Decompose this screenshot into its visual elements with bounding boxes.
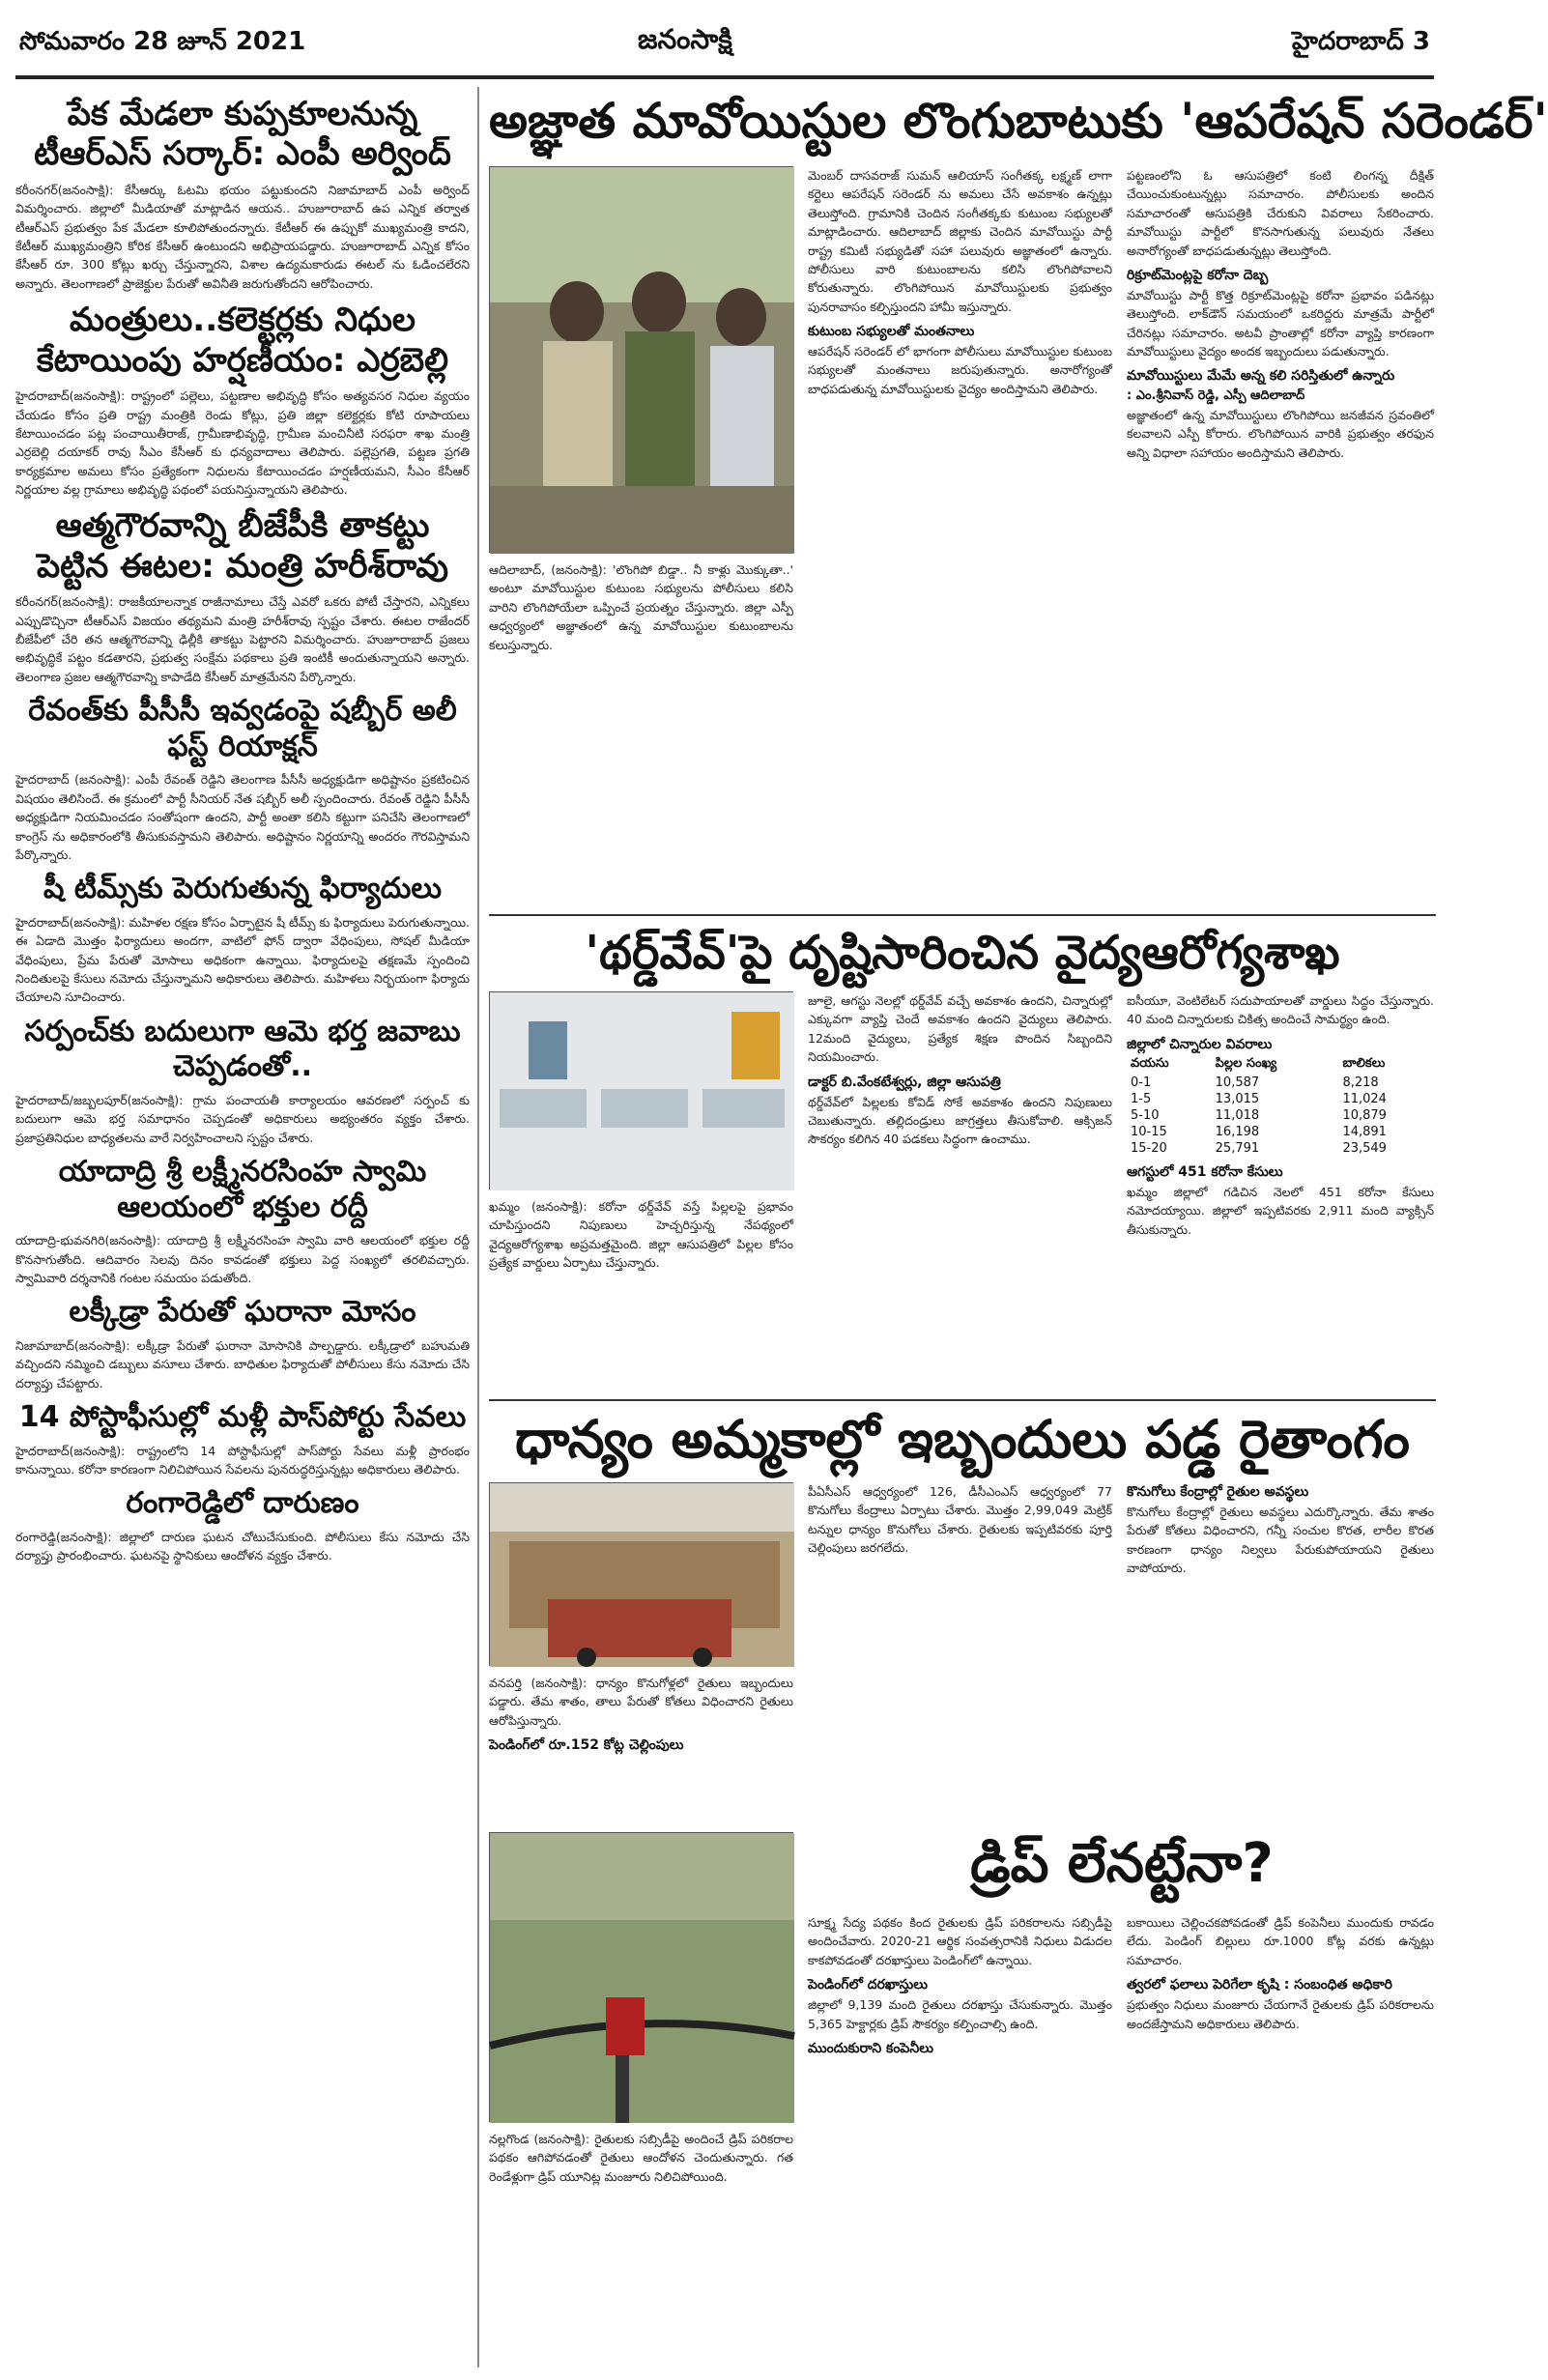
photo-illustration <box>490 1833 794 2123</box>
article-body: నిజామాబాద్(జనంసాక్షి): లక్కీడ్రా పేరుతో ఘరానా మోసానికి పాల్పడ్డారు. లక్కీడ్రాలో బహుమతి వచ్చిందని నమ్మించి డబ్బులు వసూలు చేశారు. బాధితుల ఫిర్యాదుతో పోలీసులు కేసు నమోదు చేసి దర్యాప్తు చేపట్టారు. <box>15 1337 470 1391</box>
table-row <box>1127 1124 1434 1140</box>
article-body: బకాయిలు చెల్లించకపోవడంతో డ్రిప్ కంపెనీలు ముందుకు రావడం లేదు. పెండింగ్ బిల్లులు రూ.1000 కోట్ల వరకు ఉన్నట్లు సమాచారం. <box>1127 1915 1434 1967</box>
article-body: ప్రభుత్వం నిధులు మంజూరు చేయగానే రైతులకు డ్రిప్ పరికరాలను అందజేస్తామని అధికారులు తెలిపారు. <box>1127 1997 1434 2031</box>
headline: ఆత్మగౌరవాన్ని బీజేపీకి తాకట్టు పెట్టిన ఈటల: మంత్రి హరీశ్‌రావు <box>36 506 449 586</box>
photo-caption: నల్లగొండ (జనంసాక్షి): రైతులకు సబ్సిడీపై అందించే డ్రిప్ పరికరాల పథకం ఆగిపోవడంతో రైతులు ఆందోళన చెందుతున్నారు. గత రెండేళ్లుగా డ్రిప్ యూనిట్ల మంజూరు నిలిచిపోయింది. <box>489 2132 793 2184</box>
news-item-rangareddy <box>15 1486 470 1564</box>
table-cell: 1-5 <box>1131 1091 1152 1106</box>
drip-headline: డ్రిప్ లేనట్టేనా? <box>970 1832 1274 1895</box>
article-body: సూక్ష్మ సేద్య పథకం కింద రైతులకు డ్రిప్ పరికరాలను సబ్సిడీపై అందించేవారు. 2020-21 ఆర్థిక సంవత్సరానికి నిధులు విడుదల కాకపోవడంతో దరఖాస్తులు పెండింగ్‌లో ఉన్నాయి. <box>808 1915 1112 1967</box>
drip-photo-block <box>489 1832 793 2373</box>
article-body: హైదరాబాద్(జనంసాక్షి): రాష్ట్రంలోని 14 పోస్టాఫీసుల్లో పాస్‌పోర్టు సేవలు మళ్లీ ప్రారంభం కానున్నాయి. కరోనా కారణంగా నిలిచిపోయిన సేవలను పునరుద్ధరిస్తున్నట్లు అధికారులు తెలిపారు. <box>15 1443 470 1477</box>
subheading: రిక్రూట్‌మెంట్లపై కరోనా దెబ్బ <box>1127 267 1269 283</box>
grain-photo-block <box>489 1482 793 1830</box>
page-city-number: హైదరాబాద్ 3 <box>1292 27 1430 56</box>
lead-body-col-1 <box>808 166 1112 910</box>
article-body: ఆపరేషన్ సరెండర్ లో భాగంగా పోలీసులు మావోయిస్టుల కుటుంబ సభ్యులతో మంతనాలు జరుపుతున్నారు. అనారోగ్యంతో బాధపడుతున్న మావోయిస్టులకు వైద్యం అందిస్తామని తెలిపారు. <box>808 344 1112 396</box>
subheading: కొనుగోలు కేంద్రాల్లో రైతుల అవస్థలు <box>1127 1484 1309 1500</box>
article-body: కరీంనగర్(జనంసాక్షి): రాజకీయాలన్నాక రాజీనామాలు చేస్తే ఎవరో ఒకరు పోటీ చేస్తారని, ఎన్నికలు ఎప్పుడొచ్చినా టీఆర్ఎస్ విజయం తథ్యమని మంత్రి హరీశ్‌రావు స్పష్టం చేశారు. ఈటల రాజేందర్ బీజేపీలో చేరి తన ఆత్మగౌరవాన్ని ఢిల్లీకి తాకట్టు పెట్టారని విమర్శించారు. హుజూరాబాద్ ప్రజలు అభివృద్ధికే పట్టం కడతారని, ప్రభుత్వ సంక్షేమ పథకాలు ప్రతి ఇంటికీ అందుతున్నాయని అన్నారు. తెలంగాణ ప్రజల ఆత్మగౌరవాన్ని కాపాడేది కేసీఆర్ మాత్రమేనని పేర్కొన్నారు. <box>15 594 470 684</box>
subheading: కుటుంబ సభ్యులతో మంతనాలు <box>808 324 975 339</box>
article-body: హైదరాబాద్(జనంసాక్షి): మహిళల రక్షణ కోసం ఏర్పాటైన షీ టీమ్స్ కు ఫిర్యాదులు పెరుగుతున్నాయి. ఈ ఏడాది మొత్తం ఫిర్యాదులు అందగా, వాటిలో ఫోన్ ద్వారా వేధింపులు, సోషల్ మీడియా వేధింపులు, ప్రేమ పేరుతో మోసాలు అధికంగా ఉన్నాయి. ఫిర్యాదులపై తక్షణమే స్పందించి నిందితులపై కేసులు నమోదు చేస్తున్నామని అధికారులు తెలిపారు. మహిళలు నిర్భయంగా ఫిర్యాదు చేయాలని సూచించారు. <box>15 914 470 1005</box>
table-cell: 23,549 <box>1342 1140 1387 1156</box>
lead-photo-block <box>489 166 793 910</box>
news-item-luckydraw <box>15 1295 470 1392</box>
table-row <box>1127 1140 1434 1157</box>
table-row <box>1127 1075 1434 1091</box>
subheading-byline: : ఎం.శ్రీనివాస్ రెడ్డి, ఎస్పీ ఆదిలాబాద్ <box>1127 388 1305 404</box>
table-cell: 10,587 <box>1215 1075 1260 1090</box>
subheading: పెండింగ్‌లో రూ.152 కోట్ల చెల్లింపులు <box>489 1737 684 1754</box>
headline: షీ టీమ్స్‌కు పెరుగుతున్న ఫిర్యాదులు <box>43 872 442 906</box>
news-item-arvind <box>15 95 470 293</box>
subheading: ముందుకురాని కంపెనీలు <box>808 2040 933 2056</box>
article-body: మెంబర్ దాసవరాజ్ సుమన్ ఆలియాస్ సంగీతక్క లక్ష్మణ్ లాగా కర్టెలు ఆపరేషన్ సరెండర్ ను అమలు చేసే అవకాశం ఉన్నట్లు తెలుస్తోంది. గ్రామానికి చెందిన సంగీతక్కకు కుటుంబ సభ్యులతో మాట్లాడించారు. ఆదిలాబాద్ జిల్లాకు చెందిన మావోయిస్టు పార్టీ రాష్ట్ర కమిటీ సభ్యుడితో సహా పలువురు అజ్ఞాతంలో ఉన్నారు. పోలీసులు వారి కుటుంబాలను కలిసి లొంగిపోవాలని కోరుతున్నారు. లొంగిపోయిన మావోయిస్టులకు ప్రభుత్వం పునరావాసం కల్పిస్తుందని హామీ ఇస్తున్నారు. <box>808 168 1112 314</box>
photo-caption: ఖమ్మం (జనంసాక్షి): కరోనా థర్డ్‌వేవ్ వస్తే పిల్లలపై ప్రభావం చూపిస్తుందని నిపుణులు హెచ్చరిస్తున్న నేపథ్యంలో వైద్యఆరోగ్యశాఖ అప్రమత్తమైంది. జిల్లా ఆసుపత్రిలో పిల్లల కోసం ప్రత్యేక వార్డులు ఏర్పాటు చేస్తున్నారు. <box>489 1199 793 1271</box>
grain-headline: ధాన్యం అమ్మకాల్లో ఇబ్బందులు పడ్డ రైతాంగం <box>515 1409 1410 1470</box>
headline: లక్కీడ్రా పేరుతో ఘరానా మోసం <box>69 1295 416 1330</box>
article-body: మావోయిస్టు పార్టీ కొత్త రిక్రూట్‌మెంట్లపై కరోనా ప్రభావం పడినట్లు తెలుస్తోంది. లాక్‌డౌన్ సమయంలో ఒకరిద్దరు మాత్రమే పార్టీలో చేరినట్లు సమాచారం. అటవీ ప్రాంతాల్లో కరోనా వ్యాప్తి కారణంగా మావోయిస్టులు వైద్యం అందక ఇబ్బందులు పడుతున్నారు. <box>1127 287 1434 358</box>
news-item-revanth <box>15 694 470 864</box>
news-item-sarpanch <box>15 1015 470 1147</box>
table-header-cell: బాలికలు <box>1342 1055 1386 1071</box>
article-body: కరీంనగర్(జనంసాక్షి): కేసీఆర్కు ఓటమి భయం పట్టుకుందని నిజామాబాద్ ఎంపీ అర్వింద్ విమర్శించారు. జిల్లాలో మీడియాతో మాట్లాడిన ఆయన.. హుజూరాబాద్ ఉప ఎన్నిక తర్వాత టీఆర్ఎస్ ప్రభుత్వం పేక మేడలా కూలిపోతుందన్నారు. కేటీఆర్ ఈ ఉప్పుకో ముఖ్యమంత్రి కాదని, కేటీఆర్ ముఖ్యమంత్రిని కోరిక కేసీఆర్ ఉంటుందని అభిప్రాయపడ్డారు. హుజూరాబాద్ ఎన్నిక కోసం కేసీఆర్ రూ. 300 కోట్లు ఖర్చు చేస్తున్నారని, విశాల ఉద్యమకారుడు ఈటల్ ను ఓడించలేరని అన్నారు. తెలంగాణలో ప్రాజెక్టుల పేరుతో అవినీతి జరుగుతోందని ఆరోపించారు. <box>15 182 470 291</box>
photo-caption: ఆదిలాబాద్, (జనంసాక్షి): 'లొంగిపో బిడ్డా.. నీ కాళ్లు మొక్కుతా..' అంటూ మావోయిస్టుల కుటుంబ సభ్యులను పోలీసులు కలిసి వారిని లొంగిపోయేలా ఒప్పించే ప్రయత్నం చేస్తున్నారు. జిల్లా ఎస్పీ ఆధ్వర్యంలో అజ్ఞాతంలో ఉన్న మావోయిస్టుల కుటుంబాలను కలుస్తున్నారు. <box>489 562 793 652</box>
drip-irrigation-photo <box>489 1832 793 2122</box>
table-cell: 0-1 <box>1131 1075 1152 1090</box>
left-news-column <box>15 87 470 2367</box>
table-header-row <box>1127 1055 1434 1075</box>
table-cell: 11,018 <box>1215 1107 1260 1123</box>
drip-col-1 <box>808 1913 1112 2373</box>
table-cell: 13,015 <box>1215 1091 1260 1106</box>
headline: మంత్రులు..కలెక్టర్లకు నిధుల కేటాయింపు హర్షణీయం: ఎర్రబెల్లి <box>36 301 449 380</box>
article-body: రంగారెడ్డి(జనంసాక్షి): జిల్లాలో దారుణ ఘటన చోటుచేసుకుంది. పోలీసులు కేసు నమోదు చేసి దర్యాప్తు ప్రారంభించారు. ఘటనపై స్థానికులు ఆందోళన వ్యక్తం చేశారు. <box>15 1530 470 1563</box>
article-body: థర్డ్‌వేవ్‌లో పిల్లలకు కోవిడ్ సోకే అవకాశం ఉందని నిపుణులు చెబుతున్నారు. తల్లిదండ్రులు జాగ్రత్తలు తీసుకోవాలి. ఆక్సిజన్ సౌకర్యం కలిగిన 40 పడకలు సిద్ధంగా ఉంచాము. <box>808 1094 1112 1147</box>
table-header-cell: వయసు <box>1131 1055 1169 1071</box>
drip-col-2 <box>1127 1913 1434 2373</box>
section-divider <box>489 914 1436 916</box>
grain-story <box>489 1405 1436 1830</box>
masthead-logo: జనంసాక్షి <box>638 23 732 55</box>
article-body: ఐసీయూ, వెంటిలేటర్ సదుపాయాలతో వార్డులు సిద్ధం చేస్తున్నారు. 40 మంది చిన్నారులకు చికిత్స అందించే సామర్థ్యం ఉంది. <box>1127 993 1434 1027</box>
subheading: త్వరలో ఫలాలు పెరిగేలా కృషి : సంబంధిత అధికారి <box>1127 1977 1392 1993</box>
table-cell: 25,791 <box>1215 1140 1260 1156</box>
table-cell: 10,879 <box>1342 1107 1387 1123</box>
article-body: హైదరాబాద్(జనంసాక్షి): రాష్ట్రంలో పల్లెలు, పట్టణాల అభివృద్ధి కోసం అత్యవసర నిధుల వ్యయం చేయడం కోసం ప్రతి రాష్ట్ర మంత్రికి రెండు కోట్లు, ప్రతి జిల్లా కలెక్టర్లకు కోటి రూపాయలు కేటాయించడం పట్ల పంచాయితీరాజ్, గ్రామీణాభివృద్ధి, గ్రామీణ మంచినీటి సరఫరా శాఖ మంత్రి ఎర్రబెల్లి దయాకర్ రావు సీఎం కేసీఆర్ కు ధన్యవాదాలు తెలిపారు. పల్లెప్రగతి, పట్టణ ప్రగతి కార్యక్రమాల అమలు కోసం ప్రత్యేకంగా నిధులను కేటాయించడం హర్షణీయమని, సీఎం కేసీఆర్ నిర్ణయాల వల్ల గ్రామాలు అభివృద్ధి పథంలో పయనిస్తున్నాయని తెలిపారు. <box>15 388 470 497</box>
headline: యాదాద్రి శ్రీ లక్ష్మీనరసింహ స్వామి ఆలయంలో భక్తుల రద్దీ <box>58 1155 427 1224</box>
article-body: అజ్ఞాతంలో ఉన్న మావోయిస్టులు లొంగిపోయి జనజీవన స్రవంతిలో కలవాలని ఎస్పీ కోరారు. లొంగిపోయిన వారికి ప్రభుత్వం తరఫున అన్ని విధాలా సహాయం అందిస్తామని తెలిపారు. <box>1127 407 1434 460</box>
hospital-photo-block <box>489 991 793 1393</box>
article-body: హైదరాబాద్/జబ్బలపూర్(జనంసాక్షి): గ్రామ పంచాయతీ కార్యాలయం ఆవరణలో సర్పంచ్ కు బదులుగా ఆమె భర్త సమాధానం చెప్పడంతో అధికారులు అభ్యంతరం వ్యక్తం చేశారు. ప్రజాప్రతినిధుల బాధ్యతలను వారే నిర్వహించాలని స్పష్టం చేశారు. <box>15 1092 470 1145</box>
photo-illustration <box>490 1483 794 1667</box>
table-cell: 15-20 <box>1131 1140 1167 1156</box>
headline: రేవంత్‌కు పీసీసీ ఇవ్వడంపై షబ్బీర్ అలీ ఫస్ట్ రియాక్షన్ <box>28 694 457 763</box>
table-cell: 10-15 <box>1131 1124 1167 1139</box>
table-cell: 5-10 <box>1131 1107 1160 1123</box>
grain-col-2 <box>1127 1482 1434 1830</box>
news-item-passport <box>15 1400 470 1478</box>
photo-illustration <box>490 167 794 554</box>
news-item-yadadri <box>15 1155 470 1287</box>
table-row <box>1127 1107 1434 1124</box>
article-body: యాదాద్రి-భువనగిరి(జనంసాక్షి): యాదాద్రి శ్రీ లక్ష్మీనరసింహ స్వామి వారి ఆలయంలో భక్తుల రద్దీ కొనసాగుతోంది. ఆదివారం సెలవు దినం కావడంతో భక్తులు పెద్ద సంఖ్యలో తరలివచ్చారు. స్వామివారి దర్శనానికి గంటల సమయం పడుతోంది. <box>15 1233 470 1285</box>
maoist-meeting-photo <box>489 166 793 553</box>
headline: సర్పంచ్‌కు బదులుగా ఆమె భర్త జవాబు చెప్పడంతో.. <box>24 1014 461 1084</box>
article-body: జూలై, ఆగస్టు నెలల్లో థర్డ్‌వేవ్ వచ్చే అవకాశం ఉందని, చిన్నారుల్లో ఎక్కువగా వ్యాప్తి చెందే అవకాశం ఉందని వైద్యులు తెలిపారు. 12మంది వైద్యులు, ప్రత్యేక శిక్షణ పొందిన సిబ్బందిని నియమించారు. <box>808 993 1112 1065</box>
drip-story <box>489 1832 1436 2373</box>
article-body: ఖమ్మం జిల్లాలో గడిచిన నెలలో 451 కరోనా కేసులు నమోదయ్యాయి. జిల్లాలో ఇప్పటివరకు 2,911 మంది వ్యాక్సిన్ తీసుకున్నారు. <box>1127 1184 1434 1237</box>
article-body: పీఏసీఎస్ ఆధ్వర్యంలో 126, డీసీఎంఎస్ ఆధ్వర్యంలో 77 కొనుగోలు కేంద్రాలు ఏర్పాటు చేశారు. మొత్తం 2,99,049 మెట్రిక్ టన్నుల ధాన్యం కొనుగోలు చేశారు. రైతులకు ఇప్పటివరకు పూర్తి చెల్లింపులు జరగలేదు. <box>808 1484 1112 1556</box>
page-header <box>0 0 1449 85</box>
header-divider <box>15 75 1434 79</box>
third-wave-col-1 <box>808 991 1112 1393</box>
article-body: హైదరాబాద్ (జనంసాక్షి): ఎంపీ రేవంత్ రెడ్డిని తెలంగాణ పీసీసీ అధ్యక్షుడిగా అధిష్టానం ప్రకటించిన విషయం తెలిసిందే. ఈ క్రమంలో పార్టీ సీనియర్ నేత షబ్బీర్ అలీ స్పందించారు. రేవంత్ రెడ్డిని పీసీసీ అధ్యక్షుడిగా నియమించడం సంతోషంగా ఉందని, పార్టీ అంతా కలిసి కట్టుగా పనిచేసి తెలంగాణలో కాంగ్రెస్ ను అధికారంలోకి తీసుకువస్తామని తెలిపారు. అధిష్టానం నిర్ణయాన్ని అందరం గౌరవిస్తామని పేర్కొన్నారు. <box>15 772 470 862</box>
news-item-errabelli <box>15 301 470 499</box>
headline: పేక మేడలా కుప్పకూలనున్న టీఆర్ఎస్ సర్కార్: ఎంపీ అర్వింద్ <box>34 95 451 174</box>
issue-date: సోమవారం 28 జూన్ 2021 <box>19 27 306 56</box>
lead-body-col-2 <box>1127 166 1434 910</box>
table-cell: 8,218 <box>1342 1075 1379 1090</box>
lead-headline: అజ్ఞాత మావోయిస్టుల లొంగుబాటుకు 'ఆపరేషన్ సరెండర్' <box>489 93 1548 149</box>
table-cell: 11,024 <box>1342 1091 1387 1106</box>
table-title: జిల్లాలో చిన్నారుల వివరాలు <box>1127 1036 1273 1052</box>
grain-col-1 <box>808 1482 1112 1830</box>
subheading: ఆగస్టులో 451 కరోనా కేసులు <box>1127 1163 1283 1180</box>
column-divider <box>477 87 479 2367</box>
subheading: మావోయిస్టులు మేమే అన్న కలి సరిస్తితులో ఉన్నారు <box>1127 368 1395 385</box>
article-body: పట్టణంలోని ఓ ఆసుపత్రిలో కంటి లింగన్న దీక్షిత్ చేయించుకుంటున్నట్లు సమాచారం. పోలీసులకు అందిన సమాచారంతో ఆసుపత్రికి చేరుకుని వివరాలు సేకరించారు. మావోయిస్టు పార్టీలో కొనసాగుతున్న పలువురు నేతలు అనారోగ్యంతో బాధపడుతున్నట్లు తెలుస్తోంది. <box>1127 168 1434 258</box>
news-item-she-teams <box>15 872 470 1006</box>
third-wave-headline: 'థర్డ్‌వేవ్'పై దృష్టిసారించిన వైద్యఆరోగ్యశాఖ <box>585 926 1340 980</box>
photo-illustration <box>490 992 794 1190</box>
headline: రంగారెడ్డిలో దారుణం <box>126 1486 359 1521</box>
headline: 14 పోస్టాఫీసుల్లో మళ్లీ పాస్‌పోర్టు సేవలు <box>18 1400 467 1435</box>
table-row <box>1127 1091 1434 1107</box>
hospital-ward-photo <box>489 991 793 1190</box>
article-body: జిల్లాలో 9,139 మంది రైతులు దరఖాస్తు చేసుకున్నారు. మొత్తం 5,365 హెక్టార్లకు డ్రిప్ సౌకర్యం కల్పించాల్సి ఉంది. <box>808 1997 1112 2031</box>
third-wave-story <box>489 920 1436 1393</box>
lead-story <box>489 89 1548 910</box>
children-stats-table <box>1127 1055 1434 1157</box>
subheading: పెండింగ్‌లో దరఖాస్తులు <box>808 1977 929 1993</box>
grain-bags-photo <box>489 1482 793 1666</box>
section-divider <box>489 1399 1436 1401</box>
third-wave-col-2 <box>1127 991 1434 1393</box>
table-header-cell: పిల్లల సంఖ్య <box>1215 1055 1277 1071</box>
news-item-harish <box>15 506 470 686</box>
article-body: కొనుగోలు కేంద్రాల్లో రైతులు అవస్థలు ఎదుర్కొన్నారు. తేమ శాతం పేరుతో కోతలు విధించారని, గన్నీ సంచుల కొరత, లారీల కొరత కారణంగా ధాన్యం నిల్వలు పేరుకుపోయాయని రైతులు వాపోయారు. <box>1127 1505 1434 1576</box>
table-cell: 16,198 <box>1215 1124 1260 1139</box>
photo-caption: వనపర్తి (జనంసాక్షి): ధాన్యం కొనుగోళ్లలో రైతులు ఇబ్బందులు పడ్డారు. తేమ శాతం, తాలు పేరుతో కోతలు విధించారని రైతులు ఆరోపిస్తున్నారు. <box>489 1676 793 1728</box>
subheading: డాక్టర్ బి.వేంకటేశ్వర్లు, జిల్లా ఆసుపత్రి <box>808 1074 1001 1090</box>
table-cell: 14,891 <box>1342 1124 1387 1139</box>
